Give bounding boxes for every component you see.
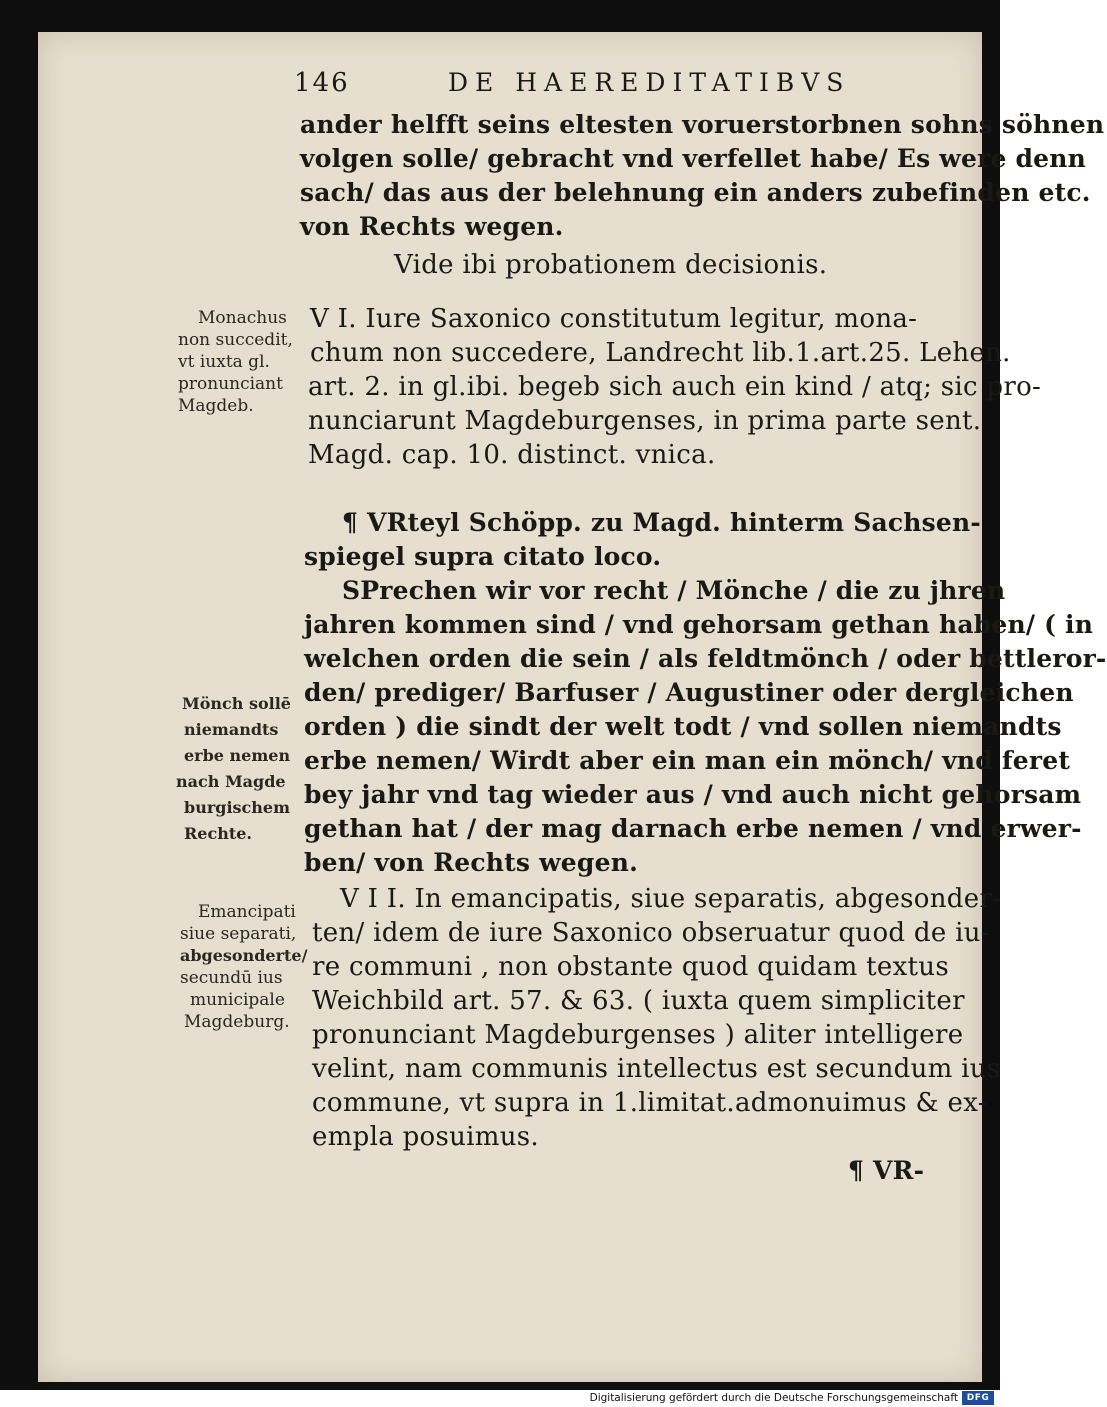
margin-note-line: non succedit, [178, 330, 293, 350]
section-vii-line: V I I. In emancipatis, siue separatis, abgesonder- [340, 884, 1002, 914]
text-line: gethan hat / der mag darnach erbe nemen / vnd erwer- [304, 814, 1082, 843]
text-line: ben/ von Rechts wegen. [304, 848, 638, 877]
book-page [38, 32, 1107, 1382]
text-line: bey jahr vnd tag wieder aus / vnd auch nicht gehorsam [304, 780, 1082, 809]
text-line: orden ) die sindt der welt todt / vnd sollen niemandts [304, 712, 1062, 741]
text-line: ten/ idem de iure Saxonico obseruatur quod de iu- [312, 918, 990, 948]
margin-note-line: erbe nemen [184, 746, 291, 765]
dfg-logo: DFG [962, 1391, 994, 1405]
running-title: DE HAEREDITATIBVS [448, 68, 851, 97]
text-line: Vide ibi probationem decisionis. [394, 250, 828, 280]
text-line: jahren kommen sind / vnd gehorsam gethan haben/ ( in [304, 610, 1094, 639]
text-line: von Rechts wegen. [300, 212, 564, 241]
margin-note-line: burgischem [184, 798, 291, 817]
page-number: 146 [294, 68, 350, 98]
text-line: art. 2. in gl.ibi. begeb sich auch ein kind / atq; sic pro- [308, 372, 1042, 402]
text-line: volgen solle/ gebracht vnd verfellet habe/ Es were denn [300, 144, 1087, 173]
text-line: den/ prediger/ Barfuser / Augustiner oder dergleichen [304, 678, 1074, 707]
margin-note-line: vt iuxta gl. [178, 352, 270, 372]
margin-note-line: Emancipati [198, 902, 296, 922]
margin-note-line: Magdeburg. [184, 1012, 290, 1032]
verdict-heading: ¶ VRteyl Schöpp. zu Magd. hinterm Sachsen- [342, 508, 981, 537]
text-line: empla posuimus. [312, 1122, 539, 1152]
text-line: Magd. cap. 10. distinct. vnica. [308, 440, 716, 470]
text-line: Weichbild art. 57. & 63. ( iuxta quem simpliciter [312, 986, 965, 1016]
margin-note-line: Rechte. [184, 824, 252, 843]
text-line: erbe nemen/ Wirdt aber ein man ein mönch/ vnd feret [304, 746, 1071, 775]
text-line: velint, nam communis intellectus est secundum ius [312, 1054, 1001, 1084]
margin-note-line: Mönch sollē [182, 694, 291, 713]
text-line: SPrechen wir vor recht / Mönche / die zu jhren [342, 576, 1006, 605]
margin-note-line: secundū ius [180, 968, 283, 988]
text-line: re communi , non obstante quod quidam textus [312, 952, 949, 982]
text-line: commune, vt supra in 1.limitat.admonuimus & ex- [312, 1088, 987, 1118]
margin-note-line: municipale [190, 990, 285, 1010]
section-vi-line: V I. Iure Saxonico constitutum legitur, mona- [310, 304, 918, 334]
margin-note-line: Monachus [198, 308, 287, 328]
margin-note-line: siue separati, [180, 924, 297, 944]
margin-note-line: abgesonderte/ [180, 946, 308, 965]
margin-note-line: nach Magde [176, 772, 286, 791]
footer-credit: Digitalisierung gefördert durch die Deutsche Forschungsgemeinschaft [589, 1392, 958, 1404]
text-line: spiegel supra citato loco. [304, 542, 662, 571]
text-line: nunciarunt Magdeburgenses, in prima parte sent. [308, 406, 982, 436]
margin-note-line: niemandts [184, 720, 279, 739]
catchword: ¶ VR- [848, 1156, 925, 1185]
margin-note-line: pronunciant [178, 374, 283, 394]
text-line: sach/ das aus der belehnung ein anders zubefinden etc. [300, 178, 1091, 207]
text-line: welchen orden die sein / als feldtmönch / oder bettleror- [304, 644, 1107, 673]
text-line: chum non succedere, Landrecht lib.1.art.25. Lehen. [310, 338, 1011, 368]
margin-note-line: Magdeb. [178, 396, 254, 416]
text-line: pronunciant Magdeburgenses ) aliter intelligere [312, 1020, 964, 1050]
footer-bar [0, 1390, 1000, 1407]
text-line: ander helfft seins eltesten voruerstorbnen sohns söhnen [300, 110, 1105, 139]
